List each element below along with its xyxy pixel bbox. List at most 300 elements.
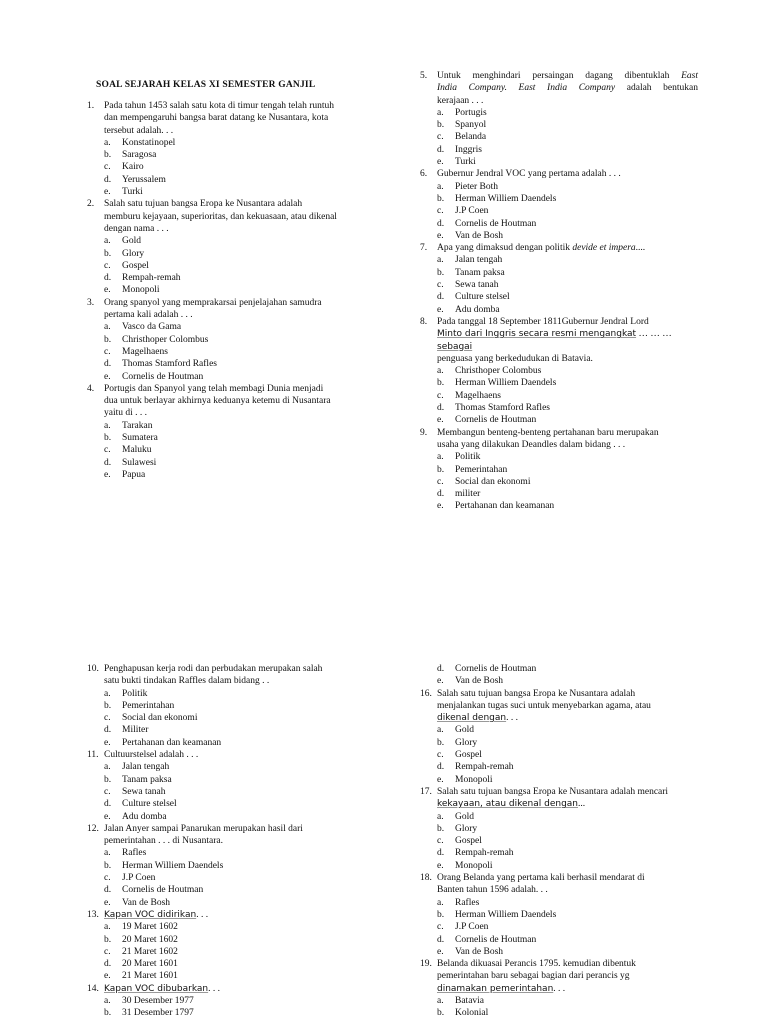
option-text: Social dan ekonomi xyxy=(455,476,531,487)
question-text: devide et impera xyxy=(572,243,636,254)
option-letter: a. xyxy=(437,725,444,736)
option-letter: e. xyxy=(437,774,444,785)
question-text: Kapan VOC dibubarkan xyxy=(104,983,209,994)
question xyxy=(420,786,698,872)
option-letter: c. xyxy=(104,260,111,271)
question xyxy=(87,909,384,983)
answer-option xyxy=(104,724,384,736)
option-text: 20 Maret 1601 xyxy=(122,959,178,970)
question xyxy=(420,958,698,1019)
page1-left-column xyxy=(87,100,384,481)
option-letter: d. xyxy=(104,725,112,736)
option-letter: a. xyxy=(104,420,111,431)
option-letter: a. xyxy=(104,137,111,148)
option-letter: a. xyxy=(437,181,444,192)
question-text: kerajaan . . . xyxy=(437,95,484,106)
answer-option xyxy=(104,358,384,370)
option-letter: b. xyxy=(104,934,112,945)
option-letter: a. xyxy=(104,236,111,247)
question-number: 13. xyxy=(87,909,99,920)
answer-option xyxy=(437,835,698,847)
answer-option xyxy=(104,847,384,859)
option-text: Sulawesi xyxy=(122,457,157,468)
page2-left-column xyxy=(87,663,384,1026)
option-text: Rafles xyxy=(455,897,480,908)
question-text: pertama kali adalah . . . xyxy=(104,310,193,321)
option-text: J.P Coen xyxy=(455,206,489,217)
question-text: Salah satu tujuan bangsa Eropa ke Nusantara adalah mencari xyxy=(437,786,669,797)
question xyxy=(87,823,384,909)
question-text: East xyxy=(681,71,698,81)
option-letter: a. xyxy=(104,996,111,1007)
option-letter: a. xyxy=(104,922,111,933)
option-text: 21 Maret 1602 xyxy=(122,946,178,957)
answer-option xyxy=(104,798,384,810)
option-letter: e. xyxy=(437,304,444,315)
option-text: Magelhaens xyxy=(122,346,168,357)
question-text: . East India Company xyxy=(504,83,616,94)
answer-option xyxy=(437,737,698,749)
option-text: Kairo xyxy=(122,162,144,173)
answer-option xyxy=(437,279,698,291)
option-text: Rafles xyxy=(122,848,147,859)
question xyxy=(420,242,698,316)
question-text: dinamakan pemerintahan xyxy=(437,983,554,994)
answer-option xyxy=(104,860,384,872)
option-text: Monopoli xyxy=(455,860,493,871)
question-text: . . . xyxy=(553,983,566,994)
option-letter: b. xyxy=(437,193,445,204)
answer-option xyxy=(437,934,698,946)
question-text: . . . xyxy=(208,983,220,994)
question-text: Orang spanyol yang memprakarsai penjelajahan samudra xyxy=(104,297,322,308)
option-text: Van de Bosh xyxy=(122,897,171,908)
option-text: Yerussalem xyxy=(122,174,166,185)
option-letter: a. xyxy=(104,688,111,699)
question-number: 9. xyxy=(420,427,428,438)
option-letter: d. xyxy=(437,292,445,303)
option-text: Social dan ekonomi xyxy=(122,713,198,724)
option-letter: a. xyxy=(437,255,444,266)
question-text: usaha yang dilakukan Deandles dalam bidang . . . xyxy=(437,439,626,450)
answer-option xyxy=(437,909,698,921)
option-text: Jalan tengah xyxy=(122,762,170,773)
answer-option xyxy=(104,946,384,958)
question-text: Jalan Anyer sampai Panarukan merupakan hasil dari xyxy=(104,823,303,834)
option-letter: b. xyxy=(104,1008,112,1019)
option-text: Turki xyxy=(122,187,143,198)
answer-option xyxy=(104,712,384,724)
option-letter: b. xyxy=(437,909,445,920)
option-letter: e. xyxy=(104,737,111,748)
option-text: Gospel xyxy=(455,750,482,761)
question-text: pemerintahan baru sebagai bagian dari perancis yg xyxy=(437,971,630,982)
option-letter: a. xyxy=(104,848,111,859)
answer-option xyxy=(437,377,698,389)
question-text: .... xyxy=(635,243,646,254)
question-number: 14. xyxy=(87,983,99,994)
page1-right-column xyxy=(420,70,698,513)
option-text: 30 Desember 1977 xyxy=(122,996,194,1007)
answer-option xyxy=(437,119,698,131)
option-letter: b. xyxy=(104,248,112,259)
answer-option xyxy=(104,995,384,1007)
option-text: Monopoli xyxy=(122,285,160,296)
option-text: Culture stelsel xyxy=(455,292,510,303)
option-letter: c. xyxy=(437,836,444,847)
option-text: Saragosa xyxy=(122,150,157,161)
answer-option xyxy=(437,390,698,402)
question-text: ... xyxy=(578,799,586,810)
option-text: Cornelis de Houtman xyxy=(455,415,537,426)
option-text: Magelhaens xyxy=(455,390,501,401)
question xyxy=(420,70,698,168)
answer-option xyxy=(437,181,698,193)
option-text: Portugis xyxy=(455,107,487,118)
question-number: 8. xyxy=(420,316,428,327)
option-text: Sewa tanah xyxy=(122,786,166,797)
option-text: Spanyol xyxy=(455,120,487,131)
question xyxy=(420,872,698,958)
option-letter: c. xyxy=(437,750,444,761)
answer-option xyxy=(104,444,384,456)
option-text: 20 Maret 1602 xyxy=(122,934,178,945)
option-text: Vasco da Gama xyxy=(122,322,182,333)
answer-option xyxy=(437,761,698,773)
answer-option xyxy=(104,457,384,469)
question-text: Van de Bosh xyxy=(455,676,504,687)
option-text: Glory xyxy=(122,248,145,259)
option-text: Gold xyxy=(455,811,474,822)
option-letter: c. xyxy=(437,280,444,291)
option-text: Adu domba xyxy=(122,811,167,822)
question-text: . . . xyxy=(196,909,209,920)
question xyxy=(420,688,698,786)
answer-option xyxy=(437,946,698,958)
option-letter: d. xyxy=(104,457,112,468)
answer-option xyxy=(104,420,384,432)
question-text: Kapan VOC didirikan xyxy=(104,909,197,920)
answer-option xyxy=(104,921,384,933)
question-text: pemerintahan . . . di Nusantara. xyxy=(104,836,223,847)
option-letter: e. xyxy=(104,469,111,480)
option-text: Thomas Stamford Rafles xyxy=(455,403,550,414)
answer-option xyxy=(104,737,384,749)
option-text: Rempah-remah xyxy=(455,762,514,773)
question-text: penguasa yang berkedudukan di Batavia. xyxy=(437,353,593,364)
answer-option xyxy=(437,107,698,119)
option-letter: d. xyxy=(437,144,445,155)
page-title: SOAL SEJARAH KELAS XI SEMESTER GANJIL xyxy=(96,80,316,90)
answer-option xyxy=(437,193,698,205)
question-number: 19. xyxy=(420,959,432,970)
answer-option xyxy=(437,451,698,463)
option-letter: e. xyxy=(104,811,111,822)
answer-option xyxy=(437,402,698,414)
question-text: Banten tahun 1596 adalah. . . xyxy=(437,885,548,896)
answer-option xyxy=(104,1007,384,1019)
option-letter: a. xyxy=(104,762,111,773)
question-text: Minto dari Inggris secara resmi mengangkat xyxy=(437,329,637,340)
question-number: 7. xyxy=(420,243,428,254)
answer-option xyxy=(104,174,384,186)
option-letter: b. xyxy=(437,823,445,834)
answer-option xyxy=(437,267,698,279)
option-text: Turki xyxy=(455,157,476,168)
option-letter: c. xyxy=(437,206,444,217)
question-text: India Company xyxy=(437,83,505,94)
option-text: Herman Williem Daendels xyxy=(122,860,224,871)
option-letter: c. xyxy=(104,346,111,357)
answer-option xyxy=(437,774,698,786)
answer-option xyxy=(104,248,384,260)
option-text: Tanam paksa xyxy=(455,267,505,278)
option-letter: d. xyxy=(437,848,445,859)
question-number: 12. xyxy=(87,823,99,834)
question-text: memburu kejayaan, superioritas, dan kekuasaan, atau dikenal xyxy=(104,211,337,222)
question-text: d. xyxy=(437,664,445,674)
question-text: Penghapusan kerja rodi dan perbudakan merupakan salah xyxy=(104,664,323,674)
option-text: Herman Williem Daendels xyxy=(455,378,557,389)
option-letter: c. xyxy=(104,873,111,884)
answer-option xyxy=(104,272,384,284)
answer-option xyxy=(437,218,698,230)
option-text: 31 Desember 1797 xyxy=(122,1008,194,1019)
option-letter: c. xyxy=(104,445,111,456)
option-text: Gospel xyxy=(455,836,482,847)
answer-option xyxy=(437,205,698,217)
option-text: Pertahanan dan keamanan xyxy=(455,501,555,512)
option-letter: d. xyxy=(437,934,445,945)
option-letter: b. xyxy=(437,737,445,748)
question-number: 3. xyxy=(87,297,95,308)
option-letter: c. xyxy=(104,162,111,173)
option-text: Gold xyxy=(455,725,474,736)
option-letter: e. xyxy=(437,860,444,871)
question-text: Orang Belanda yang pertama kali berhasil mendarat di xyxy=(437,873,645,884)
option-letter: e. xyxy=(104,971,111,982)
answer-option xyxy=(104,235,384,247)
answer-option xyxy=(437,675,698,687)
answer-option xyxy=(104,137,384,149)
option-text: Rempah-remah xyxy=(455,848,514,859)
answer-option xyxy=(437,921,698,933)
option-text: Christhoper Colombus xyxy=(455,366,542,377)
option-text: Inggris xyxy=(455,144,482,155)
option-text: Sumatera xyxy=(122,433,158,444)
question-text: adalah bentukan xyxy=(615,83,698,94)
option-letter: e. xyxy=(104,371,111,382)
answer-option xyxy=(437,414,698,426)
question-text: Portugis dan Spanyol yang telah membagi Dunia menjadi xyxy=(104,383,324,394)
answer-option xyxy=(104,432,384,444)
option-text: Politik xyxy=(122,688,148,699)
option-text: Herman Williem Daendels xyxy=(455,909,557,920)
question-text: Belanda dikuasai Perancis 1795. kemudian dibentuk xyxy=(437,959,636,970)
option-text: Pieter Both xyxy=(455,181,499,192)
answer-option xyxy=(437,823,698,835)
option-letter: b. xyxy=(104,860,112,871)
option-letter: e. xyxy=(437,501,444,512)
answer-option xyxy=(104,260,384,272)
answer-option xyxy=(437,847,698,859)
option-text: 21 Maret 1601 xyxy=(122,971,178,982)
option-text: Van de Bosh xyxy=(455,230,504,241)
option-letter: b. xyxy=(104,774,112,785)
option-letter: e. xyxy=(104,187,111,198)
option-letter: d. xyxy=(104,799,112,810)
option-letter: b. xyxy=(437,120,445,131)
option-text: Christhoper Colombus xyxy=(122,334,209,345)
answer-option xyxy=(437,1007,698,1019)
question-text: Cultuurstelsel adalah . . . xyxy=(104,750,199,761)
answer-option xyxy=(104,186,384,198)
option-text: Cornelis de Houtman xyxy=(455,218,537,229)
answer-option xyxy=(104,786,384,798)
option-letter: c. xyxy=(104,786,111,797)
option-letter: a. xyxy=(437,996,444,1007)
question-text: Salah satu tujuan bangsa Eropa ke Nusantara adalah xyxy=(104,199,303,210)
option-letter: e. xyxy=(104,897,111,908)
option-letter: e. xyxy=(104,285,111,296)
option-letter: c. xyxy=(437,476,444,487)
answer-option xyxy=(437,144,698,156)
option-text: J.P Coen xyxy=(122,873,156,884)
option-letter: b. xyxy=(104,433,112,444)
option-letter: b. xyxy=(104,334,112,345)
option-letter: a. xyxy=(437,811,444,822)
option-text: Thomas Stamford Rafles xyxy=(122,359,217,370)
option-text: Kolonial xyxy=(455,1008,489,1019)
answer-option xyxy=(437,897,698,909)
answer-option xyxy=(437,749,698,761)
question-text: . . . xyxy=(506,713,518,724)
answer-option xyxy=(104,321,384,333)
answer-option xyxy=(104,872,384,884)
question xyxy=(87,749,384,823)
answer-option xyxy=(104,958,384,970)
option-text: Cornelis de Houtman xyxy=(122,371,204,382)
answer-option xyxy=(104,811,384,823)
option-text: Jalan tengah xyxy=(455,255,503,266)
option-letter: c. xyxy=(437,132,444,143)
question-number: 2. xyxy=(87,199,95,210)
option-text: Maluku xyxy=(122,445,152,456)
answer-option xyxy=(104,774,384,786)
question xyxy=(420,168,698,242)
question-text: Pada tanggal 18 September 1811Gubernur Jendral Lord xyxy=(437,316,649,327)
answer-option xyxy=(437,724,698,736)
answer-option xyxy=(437,811,698,823)
option-letter: a. xyxy=(437,366,444,377)
question-number: 4. xyxy=(87,383,95,394)
option-letter: d. xyxy=(104,885,112,896)
question-number: 1. xyxy=(87,101,95,111)
question-text: dikenal dengan xyxy=(437,713,507,724)
answer-option xyxy=(437,500,698,512)
option-letter: b. xyxy=(437,378,445,389)
option-letter: c. xyxy=(104,946,111,957)
option-text: Politik xyxy=(455,452,481,463)
question-number: 17. xyxy=(420,786,432,797)
option-letter: b. xyxy=(437,267,445,278)
answer-option xyxy=(104,371,384,383)
option-text: Batavia xyxy=(455,996,485,1007)
option-text: 19 Maret 1602 xyxy=(122,922,178,933)
option-text: Van de Bosh xyxy=(455,946,504,957)
question-text: Gubernur Jendral VOC yang pertama adalah . . . xyxy=(437,169,621,180)
answer-option xyxy=(437,304,698,316)
question-text: Pada tahun 1453 salah satu kota di timur tengah telah runtuh xyxy=(104,101,335,111)
question-number: 5. xyxy=(420,71,428,81)
option-letter: d. xyxy=(104,174,112,185)
option-letter: c. xyxy=(437,390,444,401)
option-letter: e. xyxy=(437,157,444,168)
question-text: Cornelis de Houtman xyxy=(455,664,537,674)
option-letter: d. xyxy=(437,403,445,414)
answer-option xyxy=(104,469,384,481)
answer-option xyxy=(437,476,698,488)
option-text: Militer xyxy=(122,725,149,736)
option-letter: a. xyxy=(437,897,444,908)
question xyxy=(420,316,698,427)
answer-option xyxy=(437,663,698,675)
option-letter: a. xyxy=(437,452,444,463)
option-text: Culture stelsel xyxy=(122,799,177,810)
option-text: Tanam paksa xyxy=(122,774,172,785)
option-text: Cornelis de Houtman xyxy=(455,934,537,945)
question-text: yaitu di . . . xyxy=(104,408,148,419)
option-letter: d. xyxy=(437,489,445,500)
option-letter: a. xyxy=(437,107,444,118)
answer-option xyxy=(437,156,698,168)
continued-options xyxy=(437,663,698,688)
option-letter: d. xyxy=(437,218,445,229)
question-number: 10. xyxy=(87,664,99,674)
answer-option xyxy=(437,488,698,500)
answer-option xyxy=(104,934,384,946)
option-text: J.P Coen xyxy=(455,922,489,933)
option-text: Adu domba xyxy=(455,304,500,315)
question-text: dan mempengaruhi bangsa barat datang ke Nusantara, kota xyxy=(104,113,329,124)
answer-option-cut xyxy=(104,1020,384,1026)
answer-option xyxy=(104,688,384,700)
answer-option xyxy=(437,365,698,377)
answer-option xyxy=(437,995,698,1007)
question-text: e. xyxy=(437,676,444,687)
question-text: sebagai xyxy=(437,341,473,352)
question-text: … … … xyxy=(636,329,672,340)
answer-option xyxy=(437,291,698,303)
option-letter: e. xyxy=(437,415,444,426)
option-text: Monopoli xyxy=(455,774,493,785)
question-number: 11. xyxy=(87,750,99,761)
option-text: Gospel xyxy=(122,260,149,271)
option-text: Glory xyxy=(455,737,478,748)
option-text: Pertahanan dan keamanan xyxy=(122,737,222,748)
answer-option xyxy=(104,761,384,773)
answer-option xyxy=(104,284,384,296)
question xyxy=(87,297,384,383)
question-number: 6. xyxy=(420,169,428,180)
option-letter: b. xyxy=(437,464,445,475)
question-text: Membangun benteng-benteng pertahanan baru merupakan xyxy=(437,427,659,438)
question xyxy=(87,198,384,296)
option-text: militer xyxy=(455,489,481,500)
question-text: kekayaan, atau dikenal dengan xyxy=(437,799,579,810)
question xyxy=(87,100,384,198)
option-letter: d. xyxy=(104,959,112,970)
